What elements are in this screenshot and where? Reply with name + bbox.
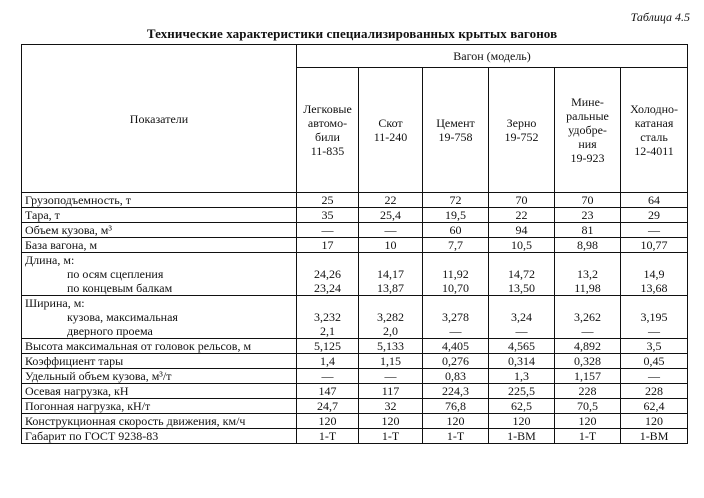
cell-value: 117 — [359, 384, 423, 399]
cell-value: 72 — [423, 193, 489, 208]
row-label-text: Осевая нагрузка, кН — [25, 384, 129, 398]
group-header: Вагон (модель) — [297, 45, 688, 68]
cell-value: 1-Т — [297, 429, 359, 444]
row-label — [22, 208, 297, 223]
cell-value: 1,157 — [555, 369, 621, 384]
row-label — [22, 238, 297, 253]
row-label-text: База вагона, м — [25, 238, 98, 252]
row-label-text: Погонная нагрузка, кН/т — [25, 399, 151, 413]
cell-value: 14,72 13,50 — [489, 253, 555, 296]
cell-value: 62,5 — [489, 399, 555, 414]
cell-value: 225,5 — [489, 384, 555, 399]
cell-value: 70 — [555, 193, 621, 208]
column-header — [621, 68, 688, 193]
cell-value: 3,5 — [621, 339, 688, 354]
cell-value: 4,892 — [555, 339, 621, 354]
cell-value: — — [359, 369, 423, 384]
table-row — [22, 399, 688, 414]
column-header-label: Цемент 19-758 — [436, 116, 475, 144]
cell-value: 70 — [489, 193, 555, 208]
cell-value: 1-Т — [423, 429, 489, 444]
row-label — [22, 369, 297, 384]
row-label — [22, 253, 297, 296]
cell-value: 25,4 — [359, 208, 423, 223]
row-sublabel: по концевым балкам — [67, 281, 173, 295]
row-label — [22, 193, 297, 208]
cell-value: 120 — [489, 414, 555, 429]
row-sublabel: кузова, максимальная — [67, 310, 178, 324]
column-header-label: Легковые автомо- били 11-835 — [303, 102, 352, 158]
row-label — [22, 429, 297, 444]
cell-value: 19,5 — [423, 208, 489, 223]
cell-value: 13,2 11,98 — [555, 253, 621, 296]
cell-value: 147 — [297, 384, 359, 399]
column-header-label: Мине- ральные удобре- ния 19-923 — [566, 95, 609, 165]
cell-value: 7,7 — [423, 238, 489, 253]
cell-value: 70,5 — [555, 399, 621, 414]
table-number: Таблица 4.5 — [630, 10, 690, 24]
cell-value: 81 — [555, 223, 621, 238]
cell-value: 10 — [359, 238, 423, 253]
cell-value: 1,4 — [297, 354, 359, 369]
column-header — [489, 68, 555, 193]
cell-value: 1-Т — [359, 429, 423, 444]
cell-value: — — [621, 223, 688, 238]
cell-value: 60 — [423, 223, 489, 238]
row-label-text: Ширина, м: — [25, 296, 85, 310]
cell-value: 1,15 — [359, 354, 423, 369]
cell-value: 4,405 — [423, 339, 489, 354]
column-header-label: Скот 11-240 — [373, 116, 408, 144]
table-row — [22, 253, 688, 296]
table-row — [22, 208, 688, 223]
cell-value: 120 — [359, 414, 423, 429]
table-row — [22, 384, 688, 399]
row-label-text: Удельный объем кузова, м³/т — [25, 369, 172, 383]
row-label-text: Конструкционная скорость движения, км/ч — [25, 414, 246, 428]
cell-value: 0,314 — [489, 354, 555, 369]
cell-value: 22 — [359, 193, 423, 208]
cell-value: — — [297, 223, 359, 238]
cell-value: 224,3 — [423, 384, 489, 399]
row-sublabel: по осям сцепления — [67, 267, 164, 281]
cell-value: 0,276 — [423, 354, 489, 369]
cell-value: 3,262 — — [555, 296, 621, 339]
spec-table — [21, 44, 688, 444]
cell-value: 120 — [621, 414, 688, 429]
cell-value: 3,195 — — [621, 296, 688, 339]
cell-value: 120 — [423, 414, 489, 429]
cell-value: 228 — [621, 384, 688, 399]
cell-value: — — [621, 369, 688, 384]
row-label — [22, 354, 297, 369]
row-sublabel: дверного проема — [67, 324, 153, 338]
cell-value: 0,83 — [423, 369, 489, 384]
column-header — [359, 68, 423, 193]
row-label-text: Коэффициент тары — [25, 354, 124, 368]
row-label — [22, 384, 297, 399]
cell-value: 228 — [555, 384, 621, 399]
row-label-text: Высота максимальная от головок рельсов, м — [25, 339, 252, 353]
cell-value: — — [359, 223, 423, 238]
cell-value: 29 — [621, 208, 688, 223]
cell-value: 120 — [555, 414, 621, 429]
row-label-text: Объем кузова, м³ — [25, 223, 112, 237]
row-label-text: Грузоподъемность, т — [25, 193, 132, 207]
row-label — [22, 414, 297, 429]
cell-value: 64 — [621, 193, 688, 208]
cell-value: 14,9 13,68 — [621, 253, 688, 296]
cell-value: 3,232 2,1 — [297, 296, 359, 339]
cell-value: 25 — [297, 193, 359, 208]
table-row — [22, 414, 688, 429]
cell-value: 10,5 — [489, 238, 555, 253]
cell-value: 5,133 — [359, 339, 423, 354]
table-row — [22, 296, 688, 339]
cell-value: 35 — [297, 208, 359, 223]
table-row — [22, 193, 688, 208]
table-body — [22, 193, 688, 444]
row-label-text: Габарит по ГОСТ 9238-83 — [25, 429, 159, 443]
table-title: Технические характеристики специализированных крытых вагонов — [146, 26, 558, 41]
cell-value: 1-ВМ — [489, 429, 555, 444]
cell-value: 76,8 — [423, 399, 489, 414]
cell-value: 120 — [297, 414, 359, 429]
table-row — [22, 369, 688, 384]
cell-value: — — [297, 369, 359, 384]
cell-value: 11,92 10,70 — [423, 253, 489, 296]
table-row — [22, 223, 688, 238]
cell-value: 94 — [489, 223, 555, 238]
row-label — [22, 223, 297, 238]
table-row — [22, 354, 688, 369]
cell-value: 17 — [297, 238, 359, 253]
cell-value: 1,3 — [489, 369, 555, 384]
cell-value: 23 — [555, 208, 621, 223]
cell-value: 3,24 — — [489, 296, 555, 339]
column-header — [297, 68, 359, 193]
column-header — [423, 68, 489, 193]
cell-value: 1-ВМ — [621, 429, 688, 444]
cell-value: 0,45 — [621, 354, 688, 369]
table-row — [22, 429, 688, 444]
row-label — [22, 339, 297, 354]
param-header: Показатели — [22, 45, 297, 193]
table-row — [22, 339, 688, 354]
column-header — [555, 68, 621, 193]
cell-value: 8,98 — [555, 238, 621, 253]
cell-value: 5,125 — [297, 339, 359, 354]
cell-value: 24,7 — [297, 399, 359, 414]
row-label — [22, 399, 297, 414]
cell-value: 10,77 — [621, 238, 688, 253]
row-label-text: Длина, м: — [25, 253, 75, 267]
cell-value: 3,282 2,0 — [359, 296, 423, 339]
cell-value: 24,26 23,24 — [297, 253, 359, 296]
cell-value: 1-Т — [555, 429, 621, 444]
cell-value: 32 — [359, 399, 423, 414]
cell-value: 3,278 — — [423, 296, 489, 339]
cell-value: 0,328 — [555, 354, 621, 369]
column-header-label: Холодно- катаная сталь 12-4011 — [630, 102, 678, 158]
row-label — [22, 296, 297, 339]
column-header-label: Зерно 19-752 — [504, 116, 539, 144]
cell-value: 62,4 — [621, 399, 688, 414]
cell-value: 22 — [489, 208, 555, 223]
cell-value: 14,17 13,87 — [359, 253, 423, 296]
row-label-text: Тара, т — [25, 208, 60, 222]
table-row — [22, 238, 688, 253]
cell-value: 4,565 — [489, 339, 555, 354]
